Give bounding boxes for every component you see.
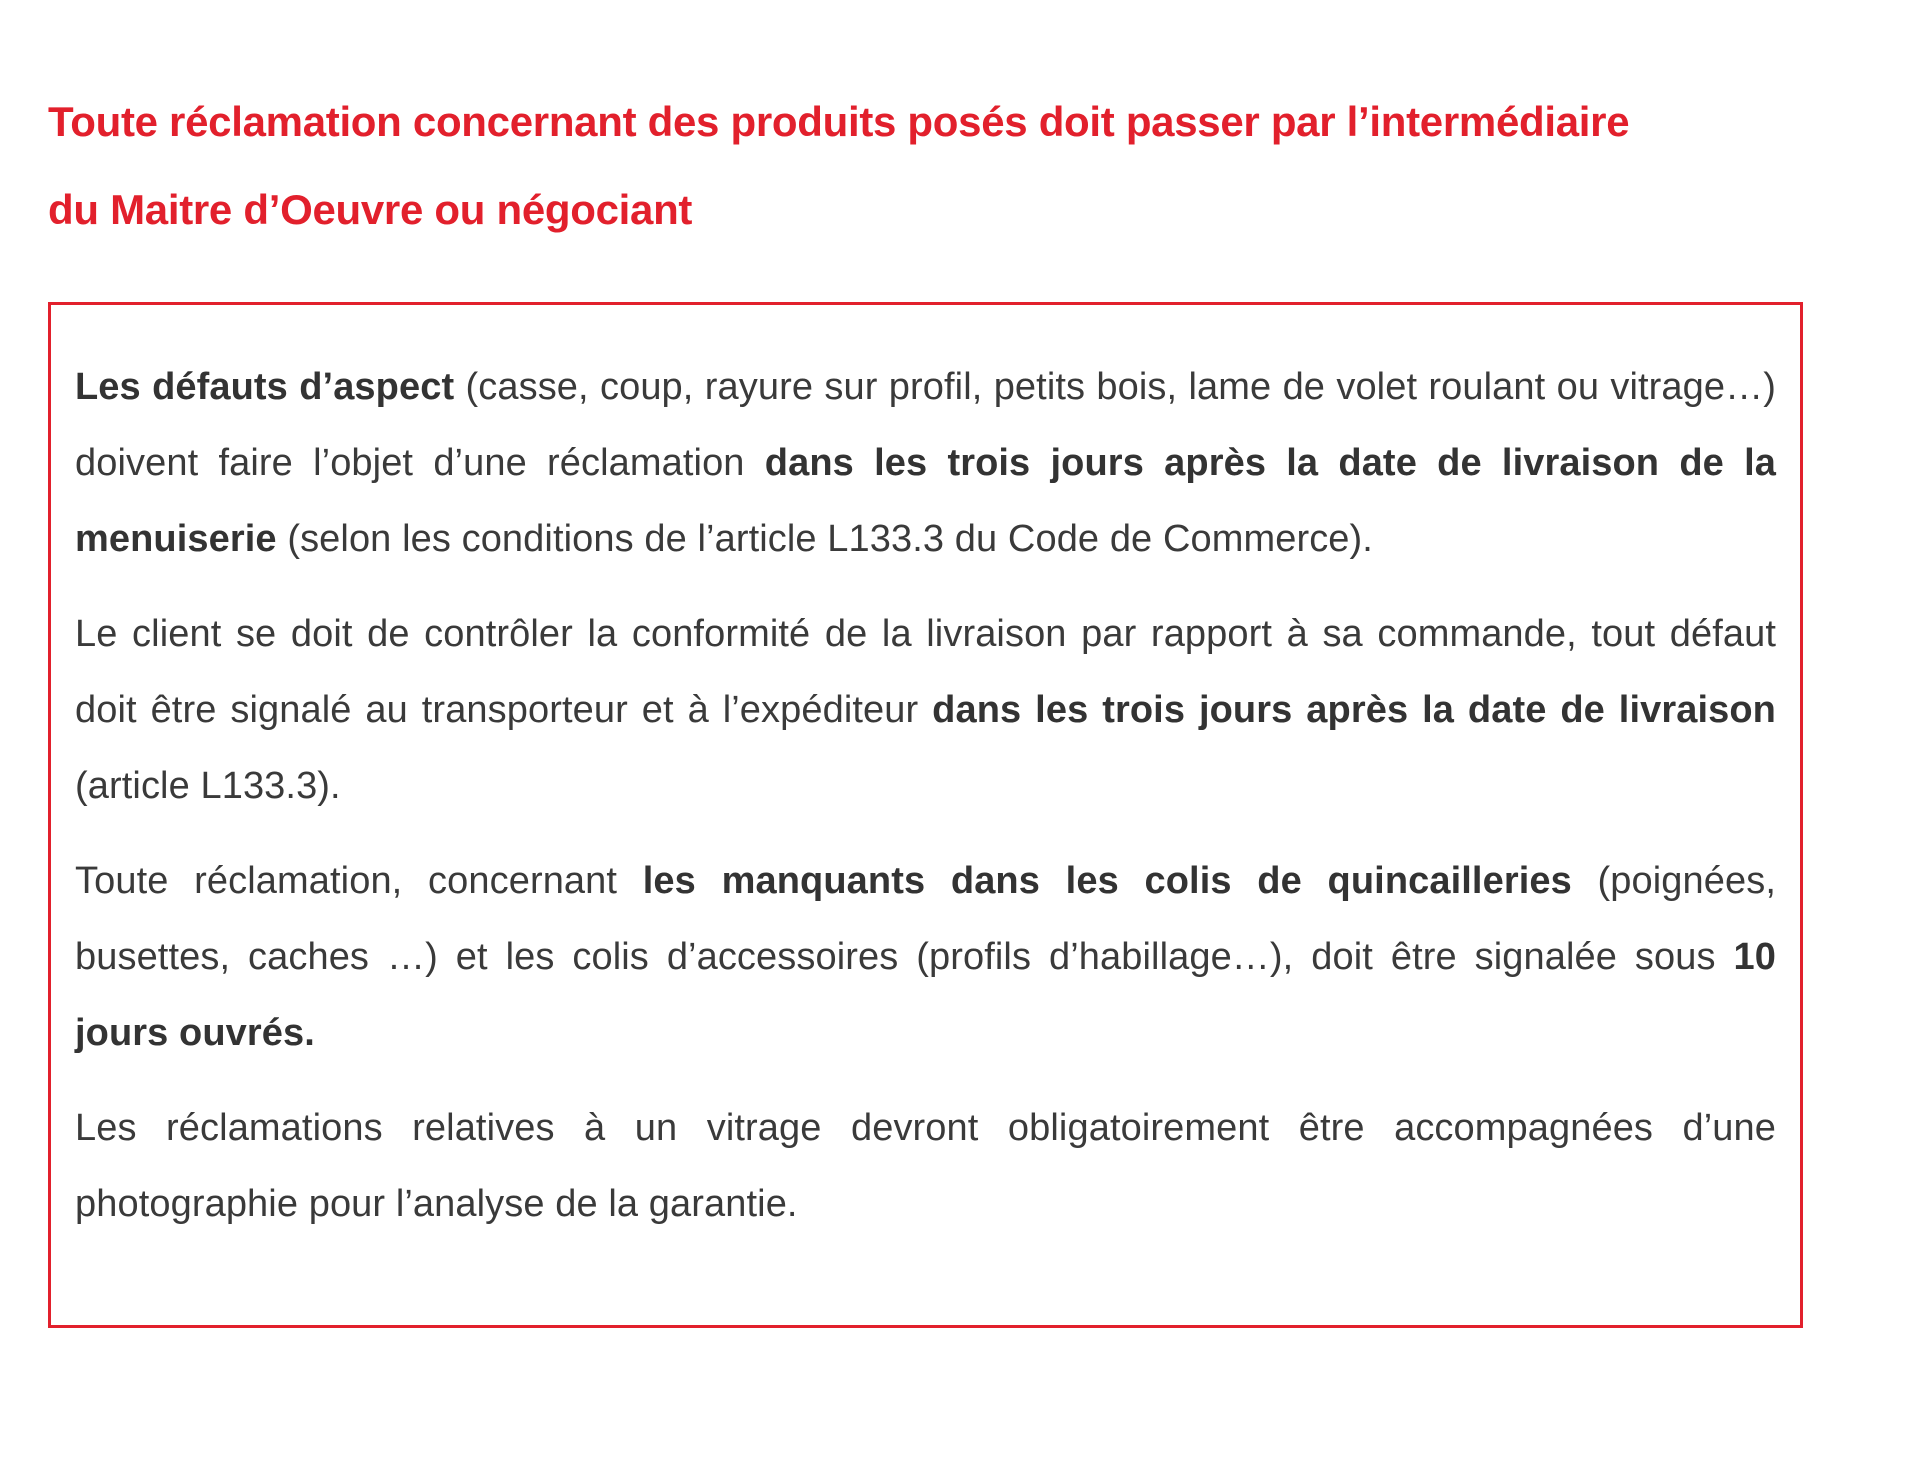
bold-ten-working-days: 10 jours ouvrés. (75, 936, 1776, 1054)
bold-appearance-defects: Les défauts d’aspect (75, 366, 455, 408)
paragraph-delivery-check (75, 596, 1776, 824)
text-any-claim: Toute réclamation, concernant (75, 860, 643, 902)
paragraph-missing-items (75, 843, 1776, 1071)
text-client-check: Le client se doit de contrôler la conformité de la livraison par rapport à sa commande, tout défaut doit être signalé au transporteur et à l’expéditeur (75, 613, 1776, 731)
text-article: (article L133.3). (75, 765, 341, 807)
claims-notice-box (48, 302, 1803, 1328)
text-defects-list: (casse, coup, rayure sur profil, petits bois, lame de volet roulant ou vitrage…) doivent faire l’objet d’une réclamation (75, 366, 1776, 484)
bold-missing-hardware: les manquants dans les colis de quincailleries (642, 860, 1572, 902)
paragraph-glazing-photo (75, 1090, 1776, 1242)
paragraph-appearance-defects (75, 349, 1776, 577)
text-glazing-photo: Les réclamations relatives à un vitrage devront obligatoirement être accompagnées d’une photographie pour l’analyse de la garantie. (75, 1107, 1776, 1225)
text-commerce-code: (selon les conditions de l’article L133.3 du Code de Commerce). (276, 518, 1373, 560)
heading-line-2: du Maitre d’Oeuvre ou négociant (48, 186, 693, 233)
text-accessories: (poignées, busettes, caches …) et les colis d’accessoires (profils d’habillage…), doit être signalée sous (75, 860, 1776, 978)
heading-line-1: Toute réclamation concernant des produits posés doit passer par l’intermédiaire (48, 98, 1630, 145)
claims-heading (48, 78, 1808, 254)
bold-three-days-joinery: dans les trois jours après la date de livraison de la menuiserie (75, 442, 1776, 560)
bold-three-days-delivery: dans les trois jours après la date de livraison (932, 689, 1776, 731)
